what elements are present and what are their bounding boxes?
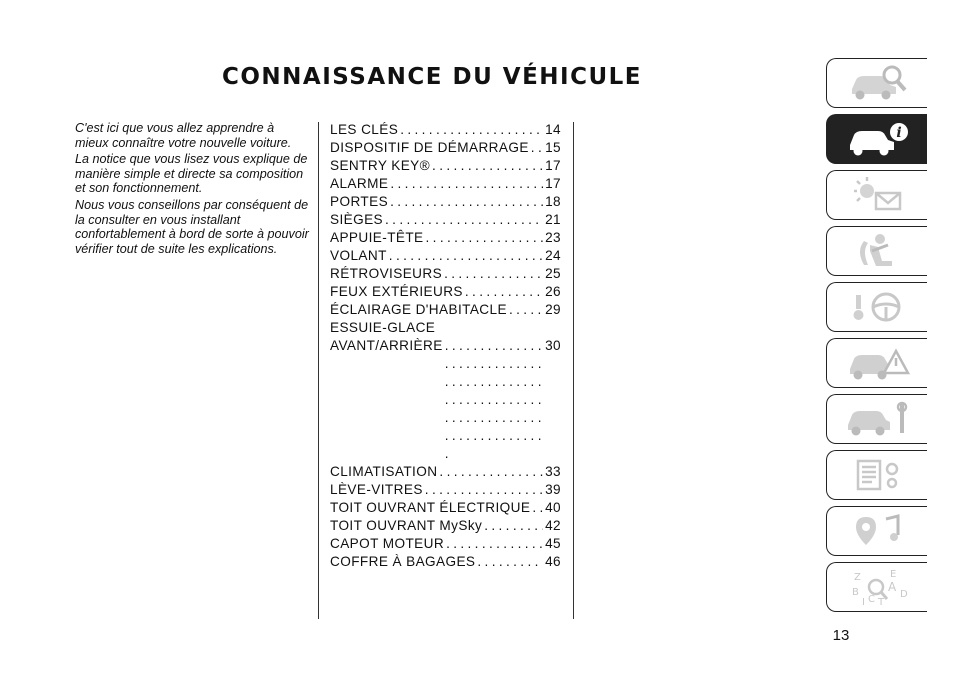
chapter-tab-warning-lights[interactable] <box>826 170 927 220</box>
toc-leader-dots <box>484 517 543 535</box>
car-info-icon <box>842 119 912 159</box>
index-letter: B <box>852 587 859 598</box>
toc-entry[interactable] <box>330 247 561 265</box>
toc-entry-page: 24 <box>545 248 561 263</box>
toc-entry-page: 26 <box>545 284 561 299</box>
toc-entry[interactable] <box>330 517 561 535</box>
svg-text:i: i <box>896 125 902 141</box>
toc-entry[interactable] <box>330 265 561 283</box>
warning-lights-icon <box>842 175 912 215</box>
toc-entry-title: SENTRY KEY® <box>330 158 431 173</box>
car-maintenance-icon <box>842 399 912 439</box>
toc-entry-page: 45 <box>545 536 561 551</box>
toc-entry-page: 39 <box>545 482 561 497</box>
toc-leader-dots <box>400 121 543 139</box>
toc-leader-dots <box>532 499 543 517</box>
toc-entry[interactable] <box>330 229 561 247</box>
index-letter: T <box>878 597 885 607</box>
intro-paragraph: La notice que vous lisez vous explique de manière simple et directe sa composition et son fonctionnement. <box>75 152 308 196</box>
toc-entry-title: TOIT OUVRANT MySky <box>330 518 483 533</box>
toc-entry-title: CAPOT MOTEUR <box>330 536 445 551</box>
toc-entry-page: 30 <box>545 338 561 353</box>
toc-entry-page: 14 <box>545 122 561 137</box>
chapter-tab-car-search[interactable] <box>826 58 927 108</box>
car-emergency-icon <box>842 343 912 383</box>
toc-leader-dots <box>531 139 543 157</box>
toc-entry-page: 46 <box>545 554 561 569</box>
toc-entry[interactable] <box>330 319 561 463</box>
steering-wheel-icon <box>842 287 912 327</box>
toc-leader-dots <box>509 301 543 319</box>
technical-data-icon <box>842 455 912 495</box>
toc-leader-dots <box>426 229 544 247</box>
toc-entry-page: 17 <box>545 158 561 173</box>
chapter-tab-emergency[interactable] <box>826 338 927 388</box>
toc-entry-title: LES CLÉS <box>330 122 399 137</box>
toc-leader-dots <box>390 175 543 193</box>
toc-entry-page: 25 <box>545 266 561 281</box>
toc-entry-page: 42 <box>545 518 561 533</box>
index-letter: I <box>862 597 865 607</box>
toc-entry[interactable] <box>330 211 561 229</box>
toc-leader-dots <box>439 463 543 481</box>
toc-entry-title: DISPOSITIF DE DÉMARRAGE <box>330 140 529 155</box>
toc-entry-page: 17 <box>545 176 561 191</box>
toc-entry-title: VOLANT <box>330 248 387 263</box>
toc-entry-page: 15 <box>545 140 561 155</box>
column-divider-right <box>573 122 574 619</box>
index-letter: Z <box>854 572 861 583</box>
toc-entry[interactable] <box>330 175 561 193</box>
toc-entry-page: 40 <box>545 500 561 515</box>
chapter-tab-maintenance[interactable] <box>826 394 927 444</box>
toc-leader-dots <box>465 283 543 301</box>
toc-entry-title: APPUIE-TÊTE <box>330 230 424 245</box>
intro-text <box>75 121 311 258</box>
toc-leader-dots <box>385 211 543 229</box>
chapter-tab-index[interactable] <box>826 562 927 612</box>
chapter-tab-car-info[interactable] <box>826 114 927 164</box>
toc-entry-page: 29 <box>545 302 561 317</box>
toc-entry[interactable] <box>330 193 561 211</box>
toc-entry-title: FEUX EXTÉRIEURS <box>330 284 463 299</box>
toc-entry[interactable] <box>330 499 561 517</box>
toc-entry-title: TOIT OUVRANT ÉLECTRIQUE <box>330 500 531 515</box>
chapter-tab-multimedia[interactable] <box>826 506 927 556</box>
toc-leader-dots <box>389 247 543 265</box>
toc-leader-dots <box>425 481 543 499</box>
toc-entry-title: COFFRE À BAGAGES <box>330 554 476 569</box>
toc-entry[interactable] <box>330 535 561 553</box>
toc-entry[interactable] <box>330 301 561 319</box>
toc-entry[interactable] <box>330 157 561 175</box>
toc-entry-title: RÉTROVISEURS <box>330 266 443 281</box>
index-letter: E <box>890 569 897 580</box>
index-letter: C <box>868 594 875 605</box>
toc-entry-title: AVANT/ARRIÈRE <box>330 338 443 353</box>
toc-entry-page: 21 <box>545 212 561 227</box>
chapter-tab-technical-data[interactable] <box>826 450 927 500</box>
page-number: 13 <box>832 627 850 644</box>
intro-paragraph: C'est ici que vous allez apprendre à mieux connaître votre nouvelle voiture. <box>75 121 292 150</box>
chapter-tab-start-drive[interactable] <box>826 282 927 332</box>
intro-paragraph: Nous vous conseillons par conséquent de la consulter en vous installant confortablement à bord de sorte à pouvoir vérifier tout de suite les explications. <box>75 197 309 256</box>
toc-entry-page: 18 <box>545 194 561 209</box>
airbag-seat-icon <box>842 231 912 271</box>
toc-leader-dots <box>432 157 543 175</box>
table-of-contents <box>330 121 561 571</box>
toc-entry-title: CLIMATISATION <box>330 464 438 479</box>
toc-entry[interactable] <box>330 553 561 571</box>
toc-entry[interactable] <box>330 283 561 301</box>
toc-leader-dots <box>390 193 543 211</box>
index-letter: A <box>888 580 897 594</box>
toc-leader-dots <box>477 553 543 571</box>
index-letter: D <box>900 589 908 600</box>
column-divider-left <box>318 122 319 619</box>
toc-entry-title: SIÈGES <box>330 212 384 227</box>
toc-entry-title: ÉCLAIRAGE D'HABITACLE <box>330 302 507 317</box>
chapter-tab-safety[interactable] <box>826 226 927 276</box>
toc-entry[interactable] <box>330 121 561 139</box>
toc-entry-title-line1: ESSUIE-GLACE <box>330 320 436 335</box>
multimedia-icon <box>842 511 912 551</box>
toc-leader-dots <box>446 535 543 553</box>
car-search-icon <box>842 63 912 103</box>
toc-entry-title: PORTES <box>330 194 389 209</box>
toc-entry-title: ALARME <box>330 176 389 191</box>
toc-entry-page: 33 <box>545 464 561 479</box>
toc-entry[interactable] <box>330 481 561 499</box>
toc-entry-title: LÈVE-VITRES <box>330 482 423 497</box>
toc-leader-dots <box>444 265 543 283</box>
toc-entry[interactable] <box>330 463 561 481</box>
page-title: CONNAISSANCE DU VÉHICULE <box>221 64 643 90</box>
toc-entry[interactable] <box>330 139 561 157</box>
toc-leader-dots <box>445 337 543 463</box>
alphabetical-index-icon <box>842 567 912 607</box>
toc-entry-page: 23 <box>545 230 561 245</box>
